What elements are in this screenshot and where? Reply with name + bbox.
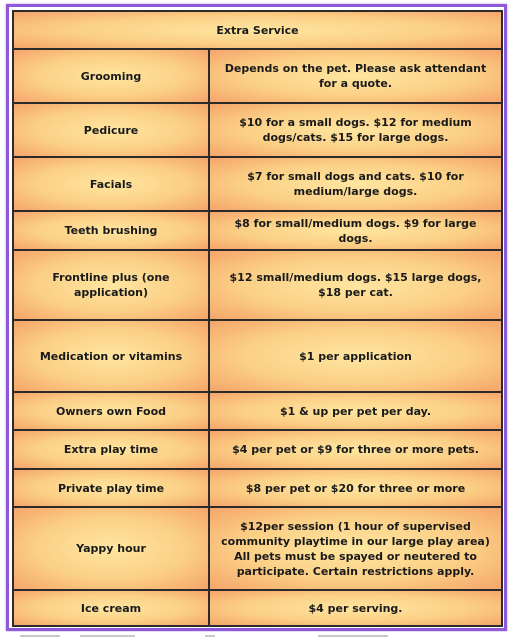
table-header-row (13, 11, 502, 49)
service-price: $10 for a small dogs. $12 for medium dogs/cats. $15 for large dogs. (209, 103, 502, 157)
table-title: Extra Service (13, 11, 502, 49)
service-name: Facials (13, 157, 209, 211)
service-price: $12 small/medium dogs. $15 large dogs, $18 per cat. (209, 250, 502, 320)
table-row (13, 250, 502, 320)
service-name: Grooming (13, 49, 209, 103)
table-row (13, 103, 502, 157)
service-name: Teeth brushing (13, 211, 209, 250)
table-row (13, 469, 502, 507)
service-name: Frontline plus (one application) (13, 250, 209, 320)
table-row (13, 507, 502, 590)
service-price: $12per session (1 hour of supervised community playtime in our large play area) All pets must be spayed or neutered to participate. Certain restrictions apply. (209, 507, 502, 590)
service-name: Extra play time (13, 430, 209, 469)
service-name: Owners own Food (13, 392, 209, 430)
table-row (13, 590, 502, 626)
service-price: $7 for small dogs and cats. $10 for medium/large dogs. (209, 157, 502, 211)
service-price: $8 for small/medium dogs. $9 for large dogs. (209, 211, 502, 250)
services-table-frame (6, 4, 507, 631)
table-row (13, 211, 502, 250)
table-row (13, 49, 502, 103)
service-name: Pedicure (13, 103, 209, 157)
service-price: $1 per application (209, 320, 502, 392)
cropped-next-row-edge (0, 632, 515, 640)
service-price: $4 per serving. (209, 590, 502, 626)
service-price: $8 per pet or $20 for three or more (209, 469, 502, 507)
service-name: Medication or vitamins (13, 320, 209, 392)
service-name: Private play time (13, 469, 209, 507)
table-row (13, 157, 502, 211)
service-price: $4 per pet or $9 for three or more pets. (209, 430, 502, 469)
table-row (13, 320, 502, 392)
service-name: Ice cream (13, 590, 209, 626)
service-price: $1 & up per pet per day. (209, 392, 502, 430)
table-row (13, 392, 502, 430)
service-price: Depends on the pet. Please ask attendant for a quote. (209, 49, 502, 103)
extra-service-table (12, 10, 503, 627)
table-row (13, 430, 502, 469)
service-name: Yappy hour (13, 507, 209, 590)
